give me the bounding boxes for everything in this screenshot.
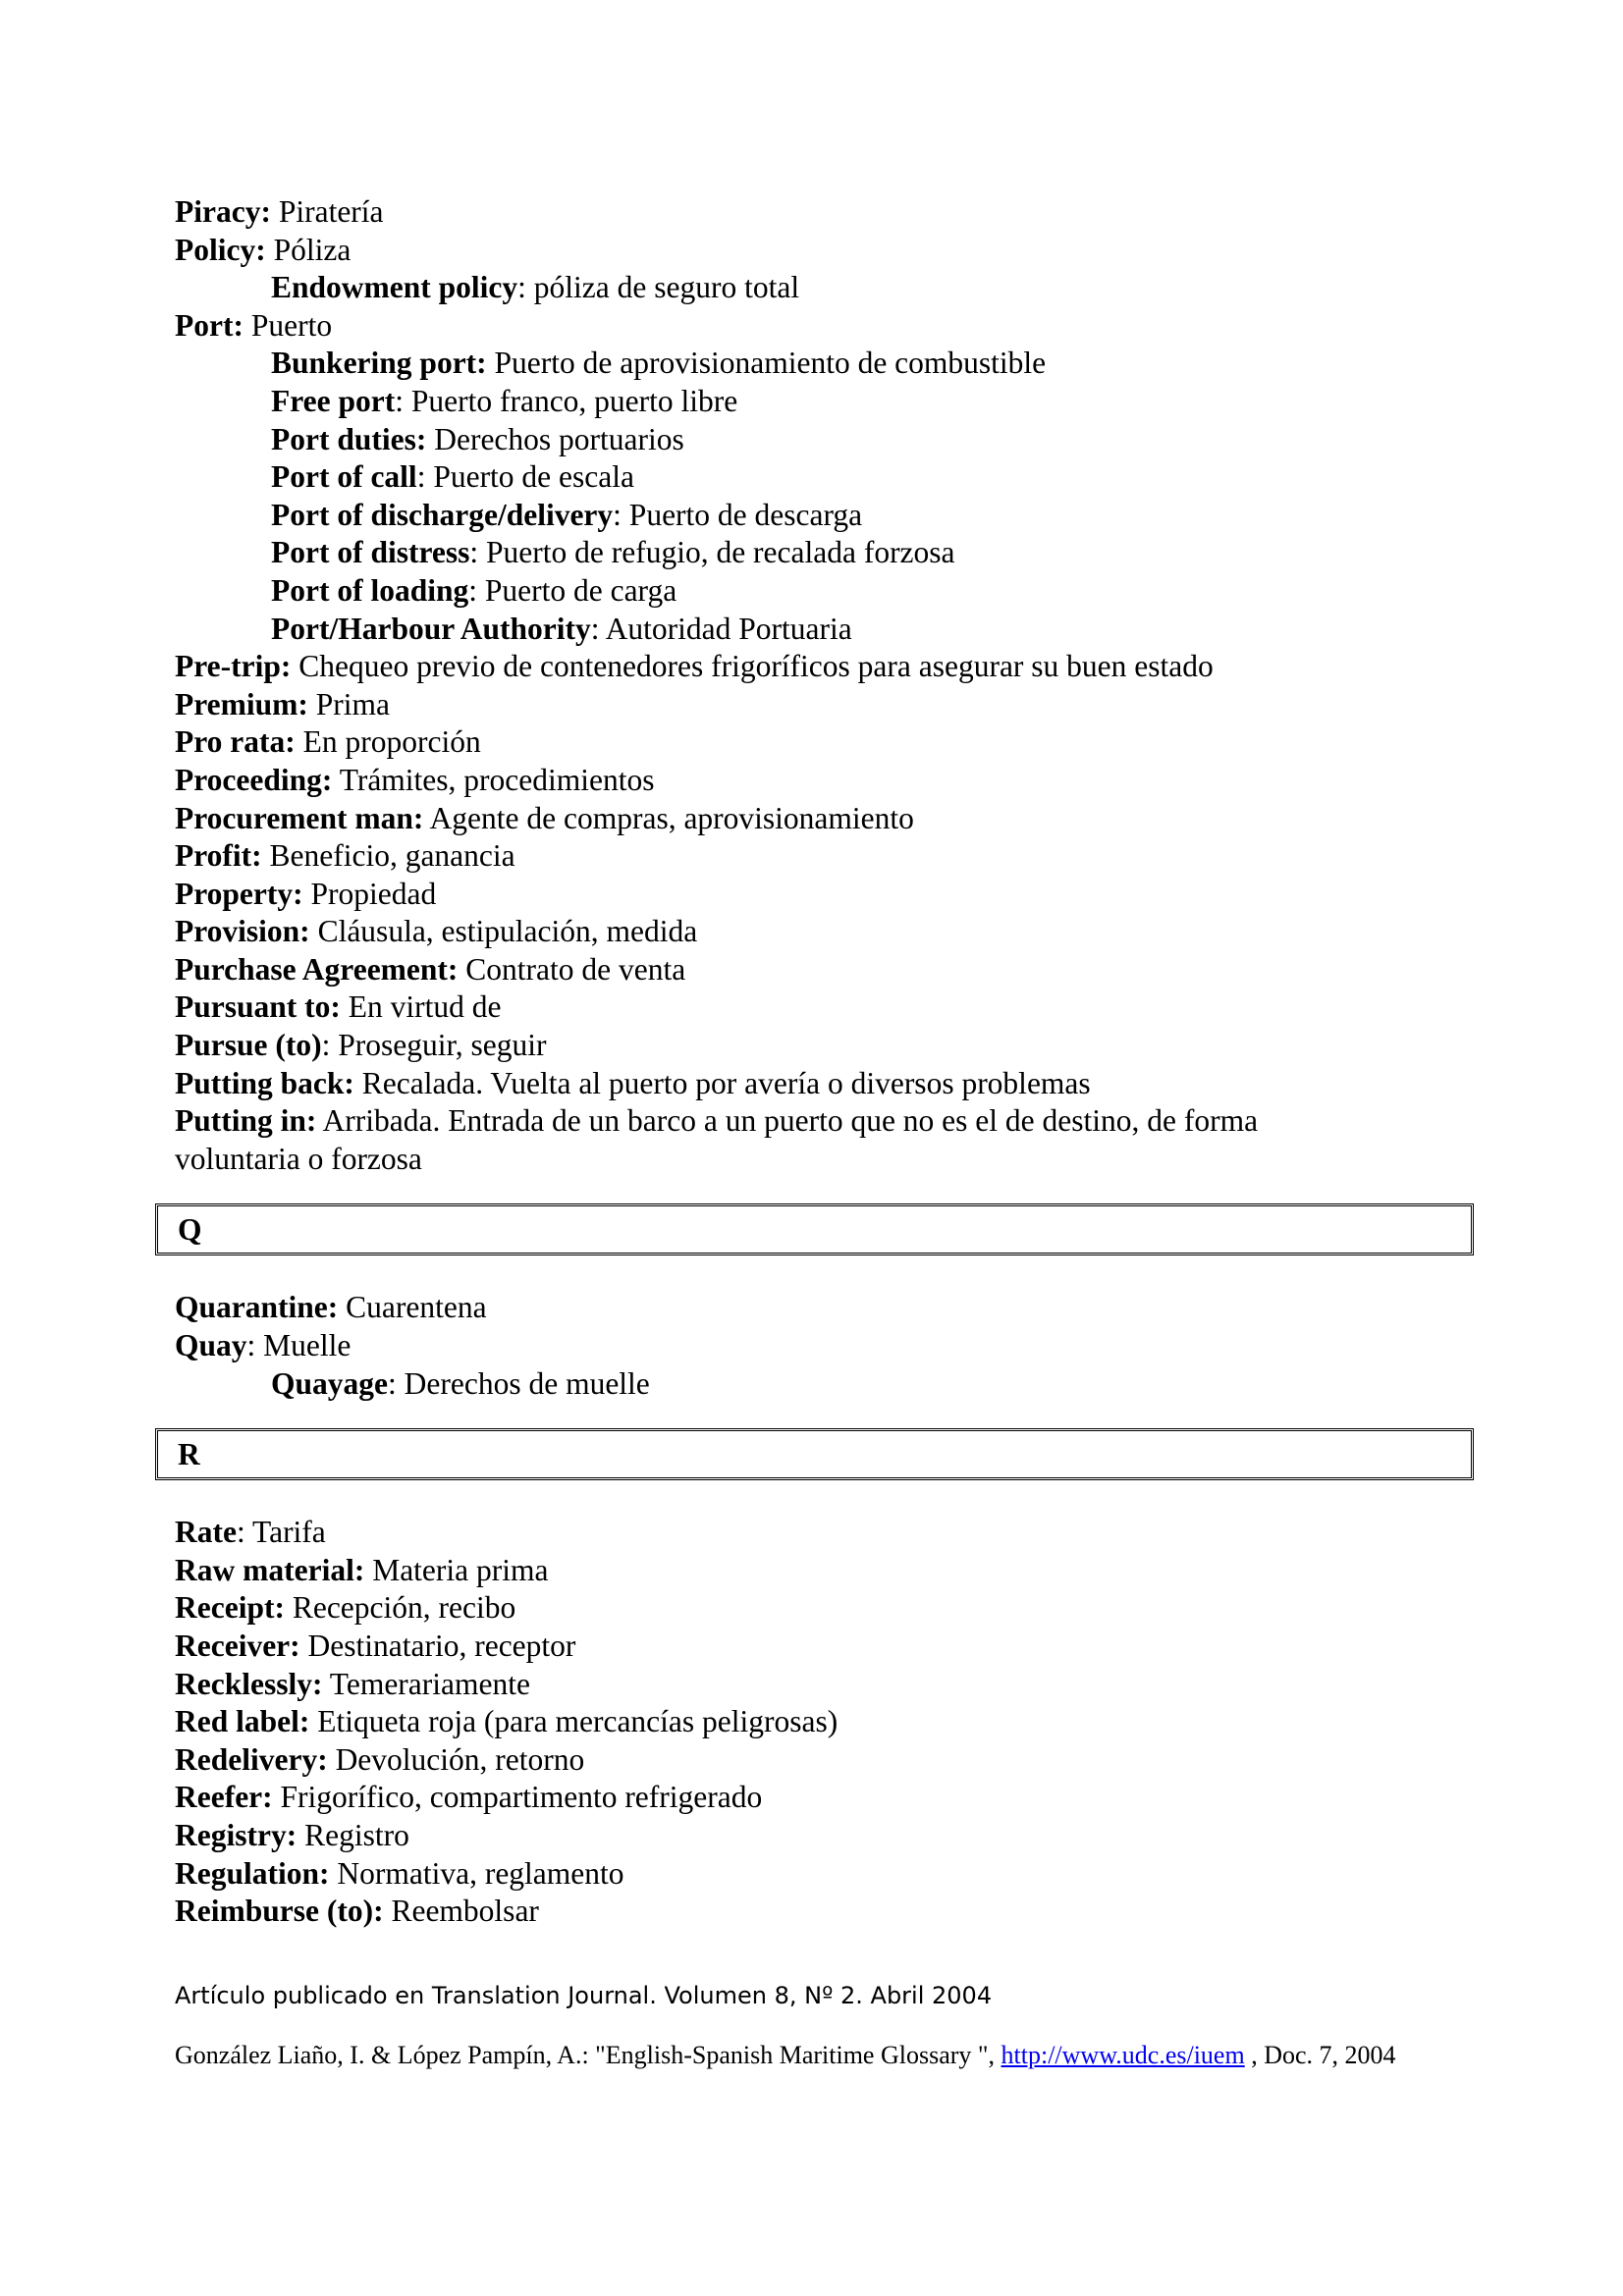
glossary-subentry	[175, 611, 1481, 649]
glossary-subentry	[175, 497, 1481, 535]
entry-definition: Temerariamente	[322, 1666, 530, 1701]
glossary-subentry	[175, 421, 1481, 459]
glossary-entry	[175, 686, 1481, 724]
glossary-entry	[175, 648, 1481, 686]
entry-definition: Póliza	[265, 232, 352, 267]
glossary-entry	[175, 762, 1481, 800]
glossary-subentry	[175, 534, 1481, 572]
entry-term: Port:	[175, 307, 243, 343]
section-header-q	[155, 1203, 1474, 1255]
entry-term: Red label:	[175, 1704, 310, 1739]
glossary-entry	[175, 307, 1481, 346]
entry-definition: Beneficio, ganancia	[261, 838, 515, 874]
entry-term: Endowment policy	[271, 270, 518, 305]
entry-definition: Devolución, retorno	[327, 1741, 585, 1777]
glossary-subentry	[175, 345, 1481, 383]
entry-term: Free port	[271, 383, 396, 418]
entry-term: Regulation:	[175, 1855, 330, 1891]
glossary-entry	[175, 193, 1481, 232]
entry-definition: Normativa, reglamento	[329, 1855, 624, 1891]
entry-term: Policy:	[175, 232, 266, 267]
entry-term: Putting back:	[175, 1065, 354, 1100]
glossary-subentry	[175, 1365, 1481, 1404]
glossary-entry	[175, 232, 1481, 270]
glossary-entry	[175, 951, 1481, 989]
entry-definition: En proporción	[295, 724, 481, 760]
entry-definition: : Puerto franco, puerto libre	[395, 383, 738, 418]
entry-term: Pursuant to:	[175, 989, 341, 1025]
glossary-subentry	[175, 383, 1481, 421]
entry-definition: Chequeo previo de contenedores frigoríficos para asegurar su buen estado	[291, 649, 1214, 684]
entry-term: Receiver:	[175, 1629, 300, 1663]
entries-r-list	[175, 1514, 1481, 1931]
entry-term: Port of call	[271, 459, 417, 495]
section-letter-q: Q	[178, 1212, 202, 1248]
glossary-entry	[175, 1514, 1481, 1552]
entry-definition: Destinatario, receptor	[299, 1629, 576, 1663]
entry-definition: Derechos portuarios	[426, 421, 684, 456]
glossary-entry	[175, 1741, 1481, 1780]
entry-definition: Puerto de aprovisionamiento de combustible	[486, 346, 1047, 381]
entry-term: Quarantine:	[175, 1290, 339, 1325]
entry-term: Pro rata:	[175, 724, 296, 760]
entry-term: Port of loading	[271, 572, 469, 608]
entry-definition: Recalada. Vuelta al puerto por avería o diversos problemas	[353, 1065, 1091, 1100]
entries-q-list	[175, 1289, 1481, 1403]
entry-definition: : Puerto de carga	[468, 572, 677, 608]
entry-term: Port/Harbour Authority	[271, 611, 591, 646]
entry-term: Pursue (to)	[175, 1028, 322, 1063]
glossary-entry	[175, 1327, 1481, 1365]
entry-term: Port of discharge/delivery	[271, 497, 614, 532]
entry-term: Registry:	[175, 1817, 298, 1852]
entry-definition: Puerto	[243, 307, 333, 343]
entry-definition: Arribada. Entrada de un barco a un puerto que no es el de destino, de forma voluntaria o forzosa	[175, 1103, 1259, 1176]
glossary-entry	[175, 1065, 1481, 1103]
glossary-entry	[175, 1027, 1481, 1065]
entry-term: Procurement man:	[175, 800, 424, 835]
citation-doc: , Doc. 7, 2004	[1244, 2041, 1396, 2069]
glossary-entry	[175, 1552, 1481, 1590]
section-letter-r: R	[178, 1437, 200, 1472]
entries-p-list	[175, 193, 1481, 1178]
entry-definition: : Derechos de muelle	[388, 1365, 650, 1401]
glossary-entry	[175, 837, 1481, 876]
glossary-subentry	[175, 572, 1481, 611]
glossary-entry	[175, 1628, 1481, 1666]
entry-definition: : Puerto de descarga	[613, 497, 863, 532]
glossary-entry	[175, 1289, 1481, 1327]
entry-term: Port duties:	[271, 421, 427, 456]
entry-definition: Agente de compras, aprovisionamiento	[423, 800, 914, 835]
glossary-entry	[175, 1779, 1481, 1817]
glossary-content	[175, 193, 1481, 1931]
entry-term: Bunkering port:	[271, 346, 487, 381]
glossary-entry	[175, 1703, 1481, 1741]
entry-definition: Propiedad	[302, 876, 437, 911]
entry-term: Port of distress	[271, 535, 470, 570]
entry-term: Piracy:	[175, 194, 271, 229]
entry-term: Raw material:	[175, 1552, 365, 1587]
glossary-subentry	[175, 458, 1481, 497]
entry-definition: : Proseguir, seguir	[321, 1028, 547, 1063]
entry-term: Quayage	[271, 1365, 389, 1401]
glossary-entry	[175, 1589, 1481, 1628]
entry-term: Premium:	[175, 686, 308, 721]
entry-term: Receipt:	[175, 1590, 285, 1626]
glossary-entry	[175, 1855, 1481, 1894]
entry-term: Profit:	[175, 838, 262, 874]
entry-definition: Etiqueta roja (para mercancías peligrosas)	[309, 1704, 839, 1739]
entry-definition: Cláusula, estipulación, medida	[309, 914, 698, 949]
entry-term: Pre-trip:	[175, 649, 292, 684]
citation	[175, 2041, 1461, 2070]
article-footer: Artículo publicado en Translation Journal. Volumen 8, Nº 2. Abril 2004	[175, 1982, 993, 2009]
entry-term: Quay	[175, 1328, 247, 1363]
entry-term: Proceeding:	[175, 762, 333, 797]
entry-definition: : Tarifa	[236, 1515, 326, 1550]
glossary-subentry	[175, 269, 1481, 307]
glossary-entry	[175, 988, 1481, 1027]
entry-term: Redelivery:	[175, 1741, 328, 1777]
entry-definition: : Autoridad Portuaria	[590, 611, 852, 646]
glossary-entry	[175, 1817, 1481, 1855]
glossary-entry	[175, 800, 1481, 838]
entry-term: Purchase Agreement:	[175, 951, 459, 987]
entry-definition: Piratería	[270, 194, 384, 229]
entry-definition: : Muelle	[246, 1328, 352, 1363]
citation-text: González Liaño, I. & López Pampín, A.: "English-Spanish Maritime Glossary ",	[175, 2041, 1001, 2069]
glossary-entry	[175, 876, 1481, 914]
entry-definition: Cuarentena	[338, 1290, 487, 1325]
glossary-entry	[175, 1893, 1481, 1931]
glossary-entry	[175, 1102, 1353, 1178]
entry-term: Recklessly:	[175, 1666, 323, 1701]
citation-link[interactable]: http://www.udc.es/iuem	[1001, 2041, 1245, 2069]
entry-definition: Prima	[307, 686, 390, 721]
glossary-entry	[175, 1666, 1481, 1704]
entry-definition: : póliza de seguro total	[517, 270, 800, 305]
entry-term: Putting in:	[175, 1103, 317, 1139]
glossary-entry	[175, 723, 1481, 762]
entry-term: Property:	[175, 876, 303, 911]
entry-term: Provision:	[175, 914, 310, 949]
entry-definition: : Puerto de escala	[416, 459, 634, 495]
entry-definition: Trámites, procedimientos	[332, 762, 655, 797]
entry-definition: Reembolsar	[383, 1894, 539, 1929]
entry-definition: Materia prima	[364, 1552, 549, 1587]
entry-definition: Recepción, recibo	[284, 1590, 516, 1626]
entry-term: Rate	[175, 1515, 237, 1550]
entry-definition: En virtud de	[340, 989, 502, 1025]
entry-definition: Contrato de venta	[458, 951, 686, 987]
entry-definition: : Puerto de refugio, de recalada forzosa	[469, 535, 955, 570]
entry-definition: Registro	[297, 1817, 409, 1852]
section-header-r	[155, 1428, 1474, 1480]
entry-term: Reefer:	[175, 1780, 273, 1815]
glossary-entry	[175, 913, 1481, 951]
entry-definition: Frigorífico, compartimento refrigerado	[272, 1780, 763, 1815]
entry-term: Reimburse (to):	[175, 1894, 384, 1929]
